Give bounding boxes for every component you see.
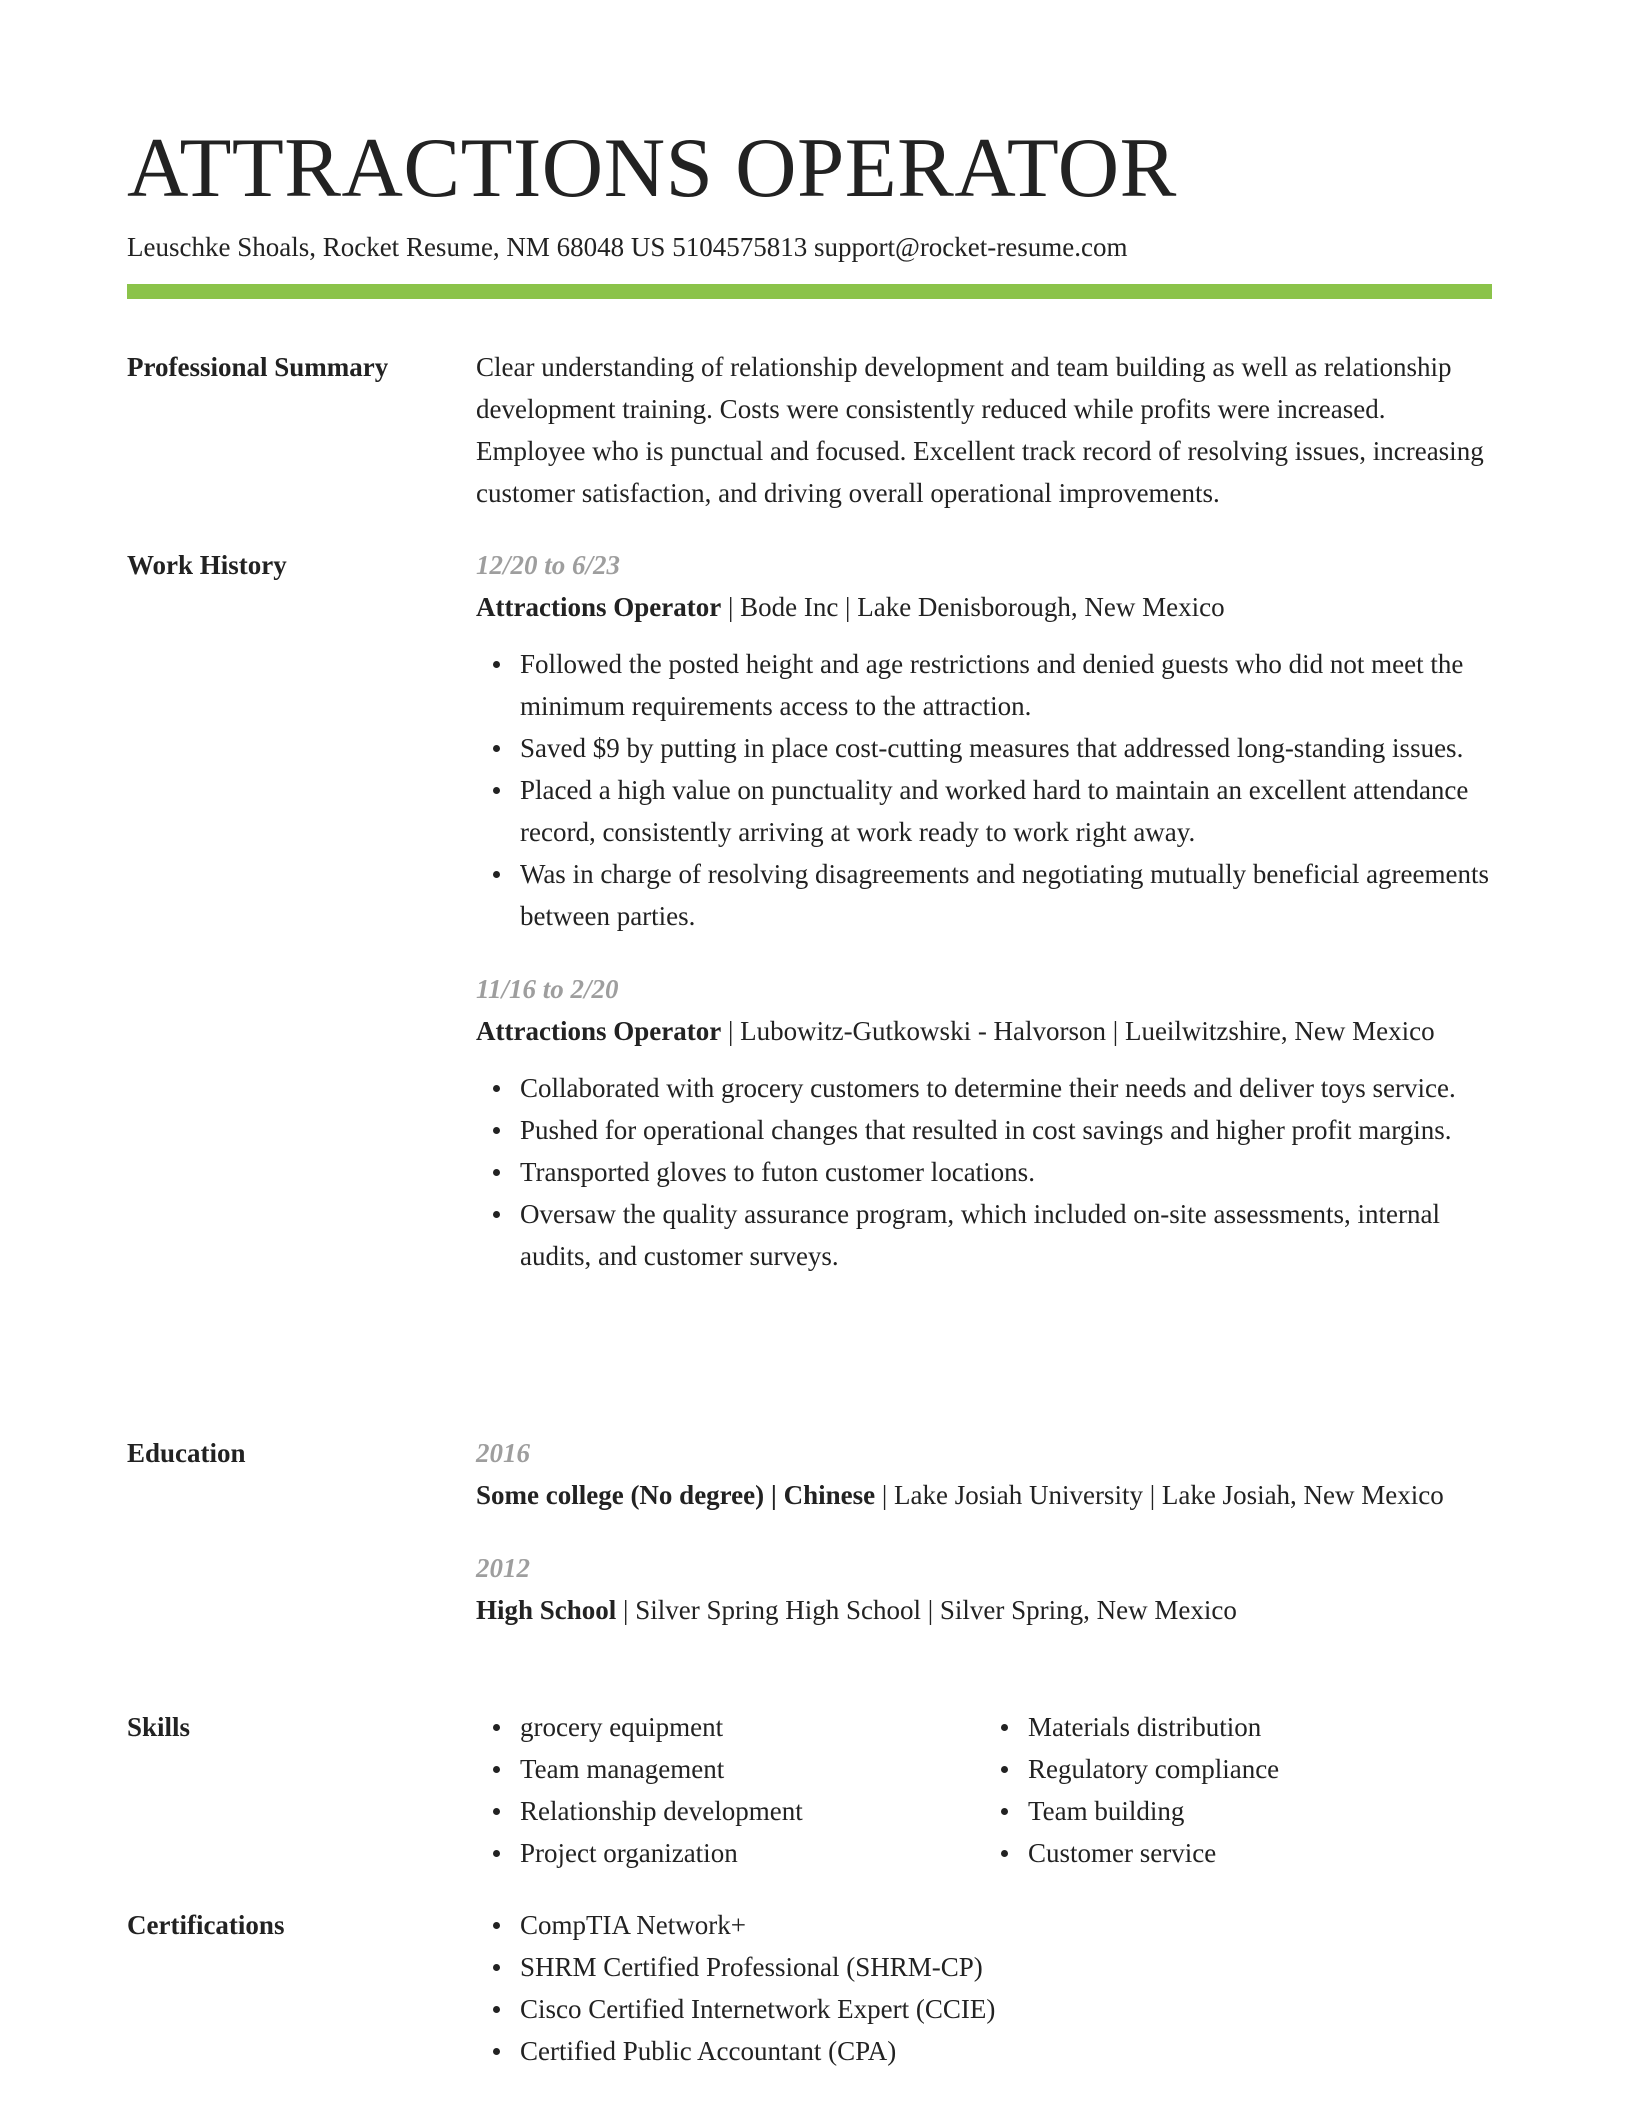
job-heading — [476, 586, 1492, 628]
list-item: Saved $9 by putting in place cost-cutting measures that addressed long-standing issues. — [520, 727, 1492, 769]
candidate-title: ATTRACTIONS OPERATOR — [127, 121, 1177, 215]
job-details: | Bode Inc | Lake Denisborough, New Mexico — [721, 592, 1225, 622]
list-item: Certified Public Accountant (CPA) — [520, 2030, 1492, 2072]
list-item: Relationship development — [520, 1790, 984, 1832]
skills-grid — [476, 1706, 1492, 1874]
list-item: Team management — [520, 1748, 984, 1790]
job-entry — [476, 968, 1492, 1277]
list-item: Regulatory compliance — [1028, 1748, 1492, 1790]
education-details: | Lake Josiah University | Lake Josiah, New Mexico — [875, 1480, 1444, 1510]
section-title-certifications: Certifications — [127, 1910, 285, 1940]
list-item: Pushed for operational changes that resulted in cost savings and higher profit margins. — [520, 1109, 1492, 1151]
education-year: 2016 — [476, 1438, 530, 1468]
list-item: Project organization — [520, 1832, 984, 1874]
list-item: Transported gloves to futon customer locations. — [520, 1151, 1492, 1193]
certifications-list — [476, 1904, 1492, 2072]
section-title-skills: Skills — [127, 1712, 191, 1742]
education-degree: High School — [476, 1595, 617, 1625]
header-divider — [127, 284, 1492, 299]
list-item: Cisco Certified Internetwork Expert (CCIE) — [520, 1988, 1492, 2030]
section-title-work-history: Work History — [127, 550, 287, 580]
job-entry — [476, 544, 1492, 937]
job-details: | Lubowitz-Gutkowski - Halvorson | Lueilwitzshire, New Mexico — [721, 1016, 1435, 1046]
skills-body — [476, 1706, 1492, 1874]
education-entry — [476, 1432, 1492, 1516]
job-role: Attractions Operator — [476, 592, 722, 622]
list-item: Team building — [1028, 1790, 1492, 1832]
skills-list-left — [476, 1706, 984, 1874]
list-item: Was in charge of resolving disagreements and negotiating mutually beneficial agreements between parties. — [520, 853, 1492, 937]
list-item: Materials distribution — [1028, 1706, 1492, 1748]
job-role: Attractions Operator — [476, 1016, 722, 1046]
list-item: Customer service — [1028, 1832, 1492, 1874]
contact-email[interactable]: support@rocket-resume.com — [813, 232, 1128, 262]
section-title-summary: Professional Summary — [127, 352, 389, 382]
education-details: | Silver Spring High School | Silver Spring, New Mexico — [616, 1595, 1237, 1625]
education-body — [476, 1432, 1492, 1631]
job-bullets — [476, 1067, 1492, 1277]
contact-line — [127, 230, 1127, 264]
job-heading — [476, 1010, 1492, 1052]
education-heading — [476, 1589, 1492, 1631]
list-item: Followed the posted height and age restrictions and denied guests who did not meet the minimum requirements access to the attraction. — [520, 643, 1492, 727]
list-item: Collaborated with grocery customers to determine their needs and deliver toys service. — [520, 1067, 1492, 1109]
list-item: CompTIA Network+ — [520, 1904, 1492, 1946]
summary-text: Clear understanding of relationship development and team building as well as relationship development training. Costs were consistently reduced while profits were increased. Employee who is punctual and focused. Excellent track record of resolving issues, increasing customer satisfaction, and driving overall operational improvements. — [476, 352, 1484, 508]
section-title-education: Education — [127, 1438, 246, 1468]
summary-body — [476, 346, 1492, 514]
list-item: SHRM Certified Professional (SHRM-CP) — [520, 1946, 1492, 1988]
job-bullets — [476, 643, 1492, 937]
job-dates: 12/20 to 6/23 — [476, 550, 621, 580]
contact-address: Leuschke Shoals, Rocket Resume, NM 68048 US — [127, 232, 666, 262]
education-heading — [476, 1474, 1492, 1516]
certifications-body — [476, 1904, 1492, 2072]
education-year: 2012 — [476, 1553, 530, 1583]
list-item: grocery equipment — [520, 1706, 984, 1748]
list-item: Placed a high value on punctuality and worked hard to maintain an excellent attendance record, consistently arriving at work ready to work right away. — [520, 769, 1492, 853]
list-item: Oversaw the quality assurance program, which included on-site assessments, internal audits, and customer surveys. — [520, 1193, 1492, 1277]
job-dates: 11/16 to 2/20 — [476, 974, 619, 1004]
contact-phone: 5104575813 — [672, 232, 808, 262]
skills-list-right — [984, 1706, 1492, 1874]
work-history-body — [476, 544, 1492, 1277]
education-degree: Some college (No degree) | Chinese — [476, 1480, 876, 1510]
education-entry — [476, 1547, 1492, 1631]
